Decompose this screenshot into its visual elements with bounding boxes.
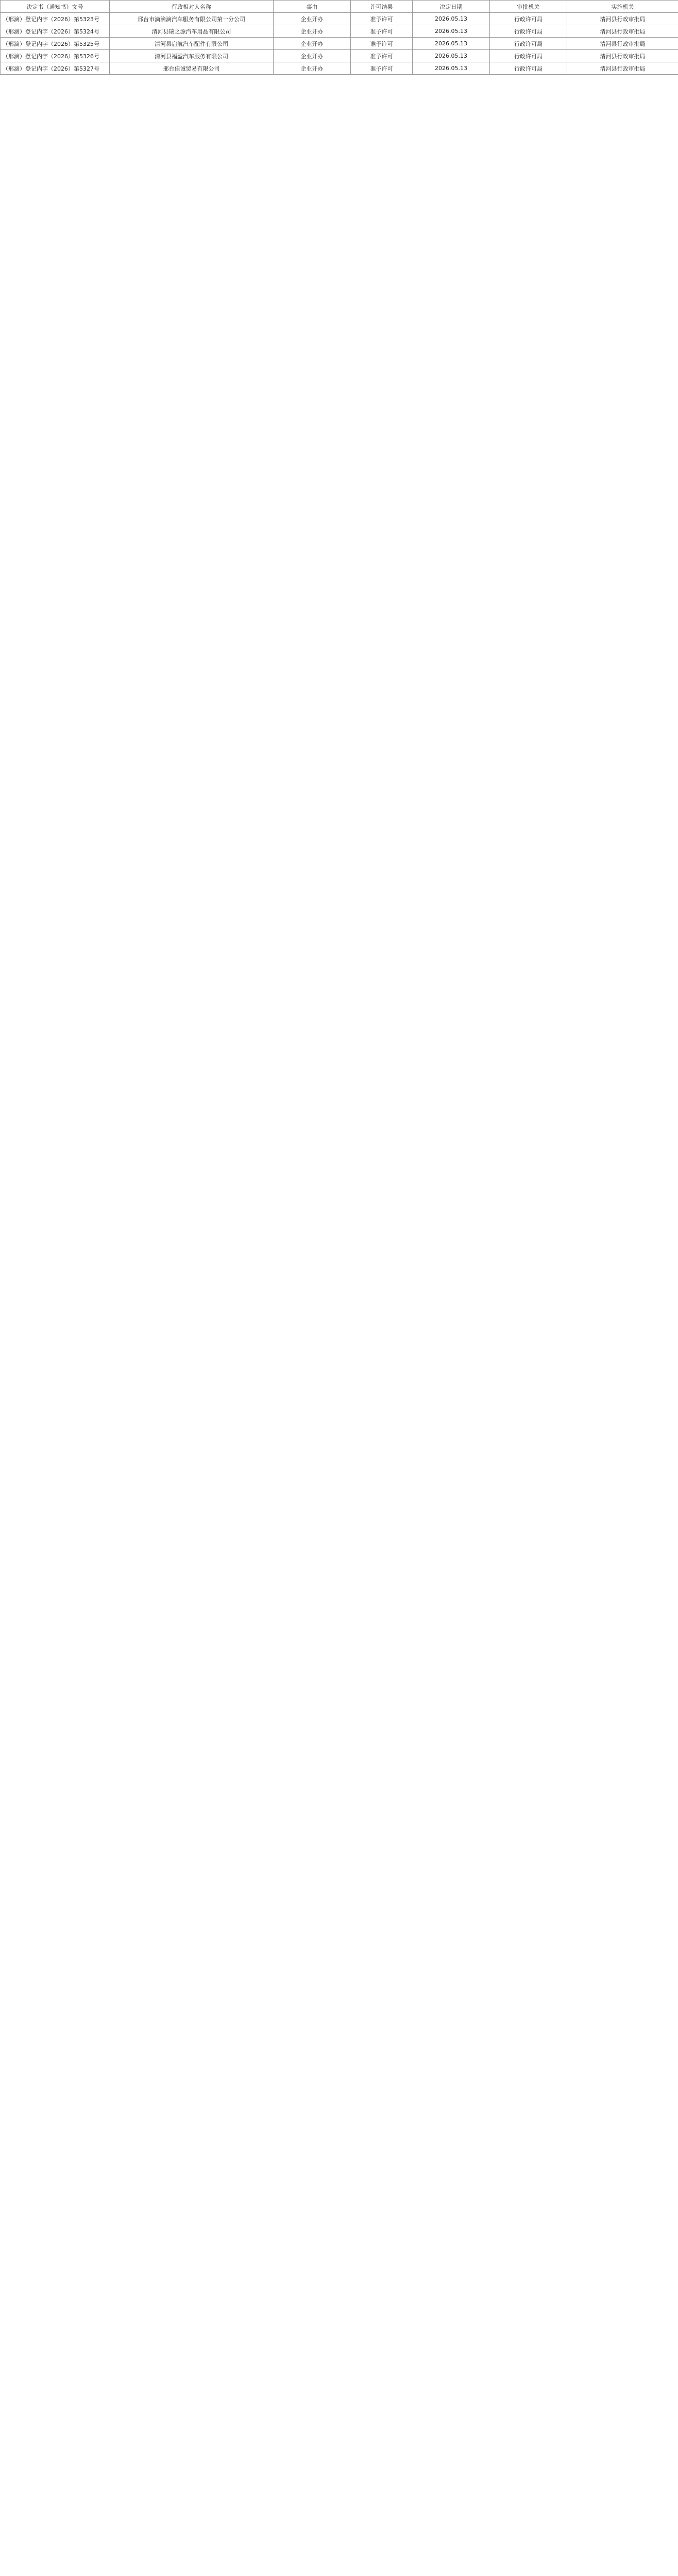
table-cell: 企业开办 xyxy=(274,13,351,25)
table-cell: 清河县行政审批局 xyxy=(567,50,678,62)
table-row xyxy=(1,13,678,25)
table-row xyxy=(1,62,678,75)
column-header: 审批机关 xyxy=(490,1,567,13)
table-cell: 邢台市滴滴滴汽车服务有限公司第一分公司 xyxy=(110,13,274,25)
table-cell: 清河县瑞之源汽车用品有限公司 xyxy=(110,25,274,38)
table-cell: 企业开办 xyxy=(274,38,351,50)
table-cell: （邢滴）登记内字（2026）第5323号 xyxy=(1,13,110,25)
table-cell: 企业开办 xyxy=(274,62,351,75)
table-cell: 行政许可局 xyxy=(490,25,567,38)
table-row xyxy=(1,50,678,62)
table-cell: 清河县启航汽车配件有限公司 xyxy=(110,38,274,50)
table-cell: （邢滴）登记内字（2026）第5327号 xyxy=(1,62,110,75)
table-row xyxy=(1,25,678,38)
table-cell: 准予许可 xyxy=(351,13,413,25)
table-cell: 企业开办 xyxy=(274,50,351,62)
table-cell: 2026.05.13 xyxy=(413,38,490,50)
column-header: 决定日期 xyxy=(413,1,490,13)
table-cell: 2026.05.13 xyxy=(413,62,490,75)
table-cell: （邢滴）登记内字（2026）第5326号 xyxy=(1,50,110,62)
table-cell: 准予许可 xyxy=(351,50,413,62)
table-cell: 清河县行政审批局 xyxy=(567,38,678,50)
column-header: 决定书（通知书）文号 xyxy=(1,1,110,13)
table-header-row xyxy=(1,1,678,13)
column-header: 许可结果 xyxy=(351,1,413,13)
column-header: 事由 xyxy=(274,1,351,13)
table-cell: （邢滴）登记内字（2026）第5325号 xyxy=(1,38,110,50)
table-cell: 行政许可局 xyxy=(490,62,567,75)
table-cell: 行政许可局 xyxy=(490,13,567,25)
table-cell: 2026.05.13 xyxy=(413,13,490,25)
table-cell: 清河县福盈汽车服务有限公司 xyxy=(110,50,274,62)
document-sheet xyxy=(0,0,678,75)
table-cell: 2026.05.13 xyxy=(413,50,490,62)
table-cell: 清河县行政审批局 xyxy=(567,62,678,75)
table-cell: 行政许可局 xyxy=(490,38,567,50)
table-cell: 清河县行政审批局 xyxy=(567,25,678,38)
permit-table xyxy=(0,0,678,75)
table-cell: 准予许可 xyxy=(351,38,413,50)
table-cell: 准予许可 xyxy=(351,62,413,75)
table-cell: 2026.05.13 xyxy=(413,25,490,38)
table-cell: 企业开办 xyxy=(274,25,351,38)
table-cell: 清河县行政审批局 xyxy=(567,13,678,25)
table-cell: （邢滴）登记内字（2026）第5324号 xyxy=(1,25,110,38)
table-cell: 行政许可局 xyxy=(490,50,567,62)
table-cell: 准予许可 xyxy=(351,25,413,38)
table-row xyxy=(1,38,678,50)
column-header: 实施机关 xyxy=(567,1,678,13)
column-header: 行政相对人名称 xyxy=(110,1,274,13)
table-cell: 邢台佳诚贸易有限公司 xyxy=(110,62,274,75)
